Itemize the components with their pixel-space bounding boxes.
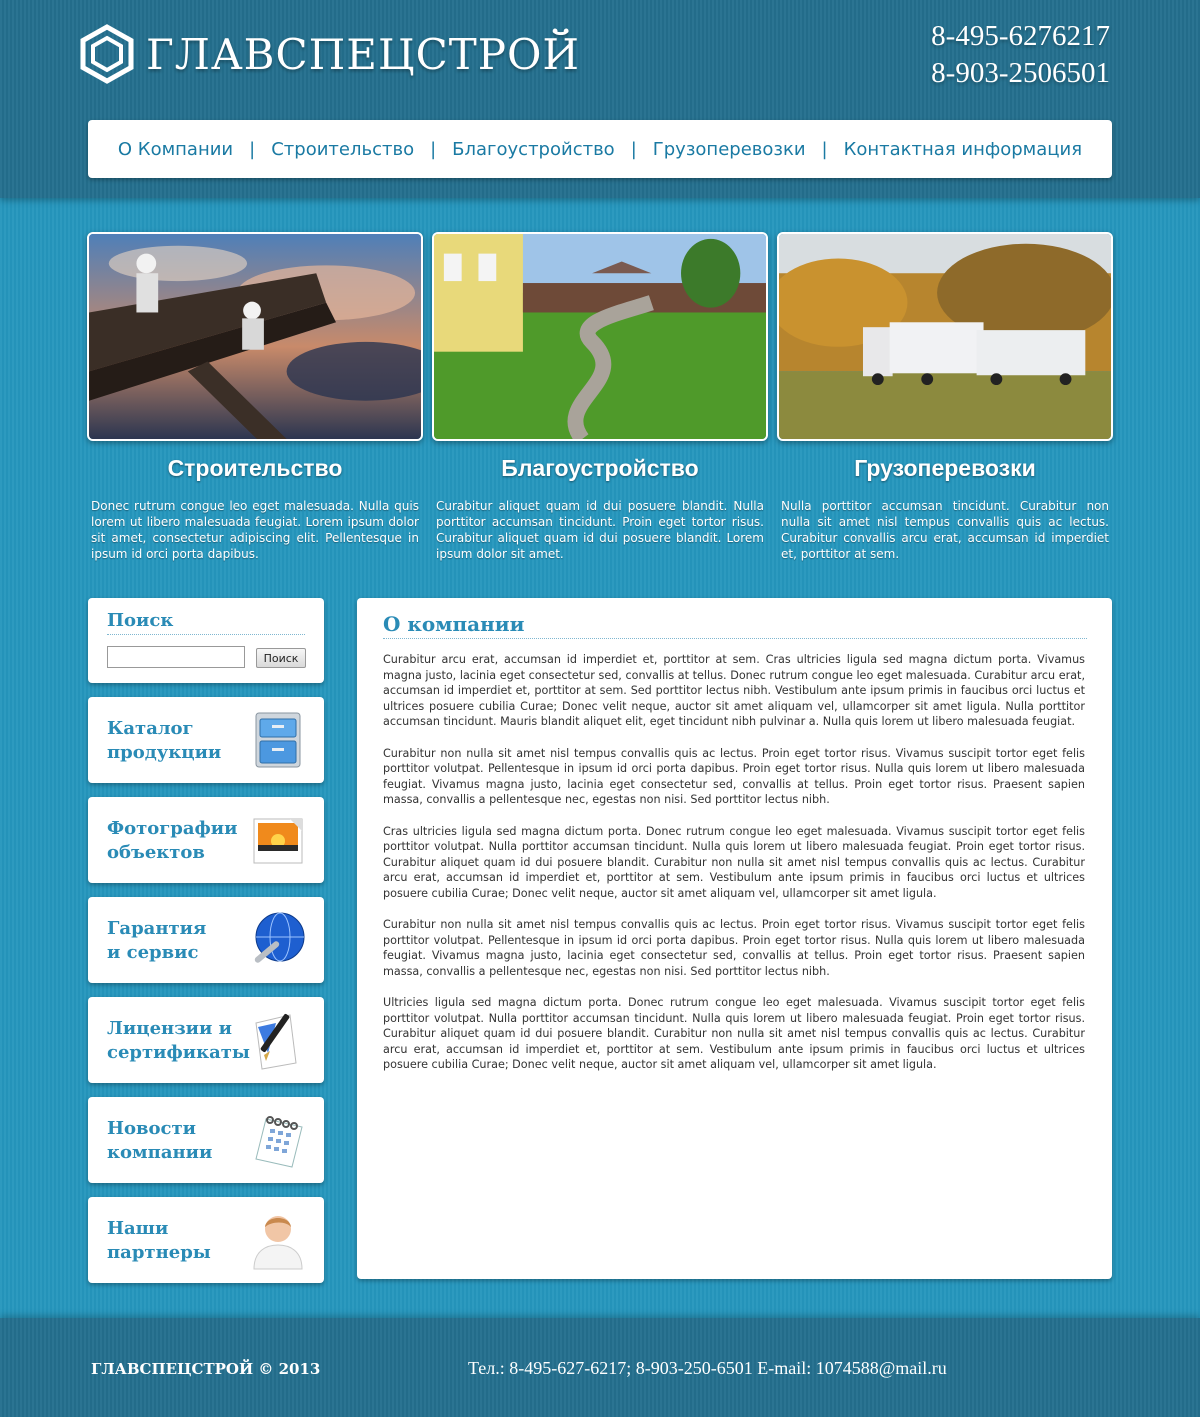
- person-icon: [246, 1207, 310, 1271]
- nav-separator: |: [630, 138, 637, 160]
- nav-item-landscaping[interactable]: Благоустройство: [452, 138, 615, 160]
- sidebar-item-label: Фотографии объектов: [107, 818, 238, 863]
- pen-document-icon: [246, 1007, 310, 1071]
- logo[interactable]: [80, 24, 580, 84]
- main-content: [357, 598, 1112, 1279]
- freight-image: [779, 234, 1111, 439]
- phone-numbers: [931, 18, 1110, 92]
- cabinet-icon: [246, 707, 310, 771]
- main-nav: [88, 120, 1112, 178]
- calendar-icon: [246, 1107, 310, 1171]
- search-button[interactable]: Поиск: [256, 648, 306, 668]
- search-title: Поиск: [107, 610, 305, 635]
- feature-title: Строительство: [167, 455, 343, 481]
- hexagon-logo-icon: [80, 24, 134, 84]
- feature-freight: [777, 232, 1113, 562]
- search-panel: [88, 598, 324, 683]
- sidebar-item-label: Новости компании: [107, 1118, 213, 1163]
- footer-copyright: ГЛАВСПЕЦСТРОЙ © 2013: [91, 1360, 321, 1378]
- landscaping-image: [434, 234, 766, 439]
- sidebar-item-label: Каталог продукции: [107, 718, 222, 763]
- content-paragraph: Ultricies ligula sed magna dictum porta. Donec rutrum congue leo eget malesuada. Vivamus suscipit tortor eget felis porttitor volutpat. Nulla porttitor accumsan tincidunt. Nulla quis lorem ut libero malesuada feugiat. Proin eget tortor risus. Curabitur aliquet quam id dui posuere blandit. Curabitur non nulla sit amet nisl tempus convallis quis ac lectus. Curabitur arcu erat, accumsan id imperdiet et, porttitor at sem. Vestibulum ante ipsum primis in faucibus orci luctus et ultrices posuere cubilia Curae; Donec velit neque, auctor sit amet aliquam vel, ullamcorper sit amet ligula.: [383, 996, 1085, 1072]
- photo-icon: [246, 807, 310, 871]
- logo-text: ГЛАВСПЕЦСТРОЙ: [146, 29, 581, 79]
- nav-item-contacts[interactable]: Контактная информация: [843, 138, 1083, 160]
- content-paragraph: Curabitur non nulla sit amet nisl tempus convallis quis ac lectus. Proin eget tortor risus. Vivamus suscipit tortor eget felis porttitor volutpat. Pellentesque in ipsum id orci porta dapibus. Proin eget tortor risus. Nulla quis lorem ut libero malesuada feugiat. Vivamus magna justo, lacinia eget consectetur sed, convallis at tellus. Proin eget tortor risus. Praesent sapien massa, convallis a pellentesque nec, egestas non nisi. Sed porttitor lectus nibh.: [383, 918, 1085, 978]
- feature-text: Donec rutrum congue leo eget malesuada. Nulla quis lorem ut libero malesuada feugiat. Lorem ipsum dolor sit amet, consectetur adipiscing elit. Pellentesque in ipsum id orci porta dapibus.: [91, 499, 419, 561]
- freight-photo[interactable]: [777, 232, 1113, 441]
- construction-photo[interactable]: [87, 232, 423, 441]
- sidebar-item-label: Наши партнеры: [107, 1218, 211, 1263]
- feature-construction: [87, 232, 423, 562]
- construction-image: [89, 234, 421, 439]
- feature-title: Благоустройство: [501, 455, 699, 481]
- sidebar-item-partners[interactable]: [88, 1197, 324, 1283]
- nav-item-construction[interactable]: Строительство: [271, 138, 415, 160]
- site-header: [0, 0, 1200, 198]
- sidebar-item-catalog[interactable]: [88, 697, 324, 783]
- globe-wrench-icon: [246, 907, 310, 971]
- phone-number: 8-495-6276217: [931, 20, 1110, 52]
- search-input[interactable]: [107, 646, 245, 668]
- content-body: [383, 652, 1085, 1089]
- nav-separator: |: [821, 138, 828, 160]
- landscaping-photo[interactable]: [432, 232, 768, 441]
- footer-contacts: Тел.: 8-495-627-6217; 8-903-250-6501 E-mail: 1074588@mail.ru: [468, 1358, 947, 1378]
- nav-separator: |: [430, 138, 437, 160]
- nav-item-about[interactable]: О Компании: [117, 138, 234, 160]
- feature-text: Nulla porttitor accumsan tincidunt. Curabitur non nulla sit amet nisl tempus convallis quis ac lectus. Curabitur convallis arcu erat, accumsan id imperdiet et, porttitor at sem.: [781, 499, 1109, 561]
- phone-number: 8-903-2506501: [931, 57, 1110, 89]
- feature-landscaping: [432, 232, 768, 562]
- sidebar-item-label: Гарантия и сервис: [107, 918, 207, 963]
- nav-item-freight[interactable]: Грузоперевозки: [652, 138, 806, 160]
- sidebar-item-photos[interactable]: [88, 797, 324, 883]
- content-paragraph: Cras ultricies ligula sed magna dictum porta. Donec rutrum congue leo eget malesuada. Vivamus suscipit tortor eget felis porttitor volutpat. Nulla porttitor accumsan tincidunt. Nulla quis lorem ut libero malesuada feugiat. Proin eget tortor risus. Curabitur aliquet quam id dui posuere blandit. Curabitur non nulla sit amet nisl tempus convallis quis ac lectus. Curabitur arcu erat, accumsan id imperdiet et, porttitor at sem. Vestibulum ante ipsum primis in faucibus orci luctus et ultrices posuere cubilia Curae; Donec velit neque, auctor sit amet aliquam vel, ullamcorper sit amet ligula.: [383, 824, 1085, 900]
- feature-title: Грузоперевозки: [854, 455, 1036, 481]
- sidebar-item-licenses[interactable]: [88, 997, 324, 1083]
- content-paragraph: Curabitur arcu erat, accumsan id imperdiet et, porttitor at sem. Cras ultricies ligula sed magna dictum porta. Vivamus magna justo, lacinia eget consectetur sed, convallis at tellus. Donec rutrum congue leo eget malesuada. Curabitur arcu erat, accumsan id imperdiet et, porttitor at sem. Sed porttitor lectus nibh. Vestibulum ante ipsum primis in faucibus orci luctus et ultrices posuere cubilia Curae; Donec velit neque, auctor sit amet aliquam vel, ullamcorper sit amet ligula. Nulla porttitor accumsan tincidunt. Mauris blandit aliquet elit, eget tincidunt nibh pulvinar a. Nulla quis lorem ut libero malesuada feugiat.: [383, 653, 1085, 729]
- content-paragraph: Curabitur non nulla sit amet nisl tempus convallis quis ac lectus. Proin eget tortor risus. Vivamus suscipit tortor eget felis porttitor volutpat. Pellentesque in ipsum id orci porta dapibus. Proin eget tortor risus. Nulla quis lorem ut libero malesuada feugiat. Vivamus magna justo, lacinia eget consectetur sed, convallis at tellus. Proin eget tortor risus. Praesent sapien massa, convallis a pellentesque nec, egestas non nisi. Sed porttitor lectus nibh.: [383, 746, 1085, 807]
- nav-separator: |: [249, 138, 256, 160]
- sidebar-item-label: Лицензии и сертификаты: [107, 1018, 250, 1063]
- sidebar-item-warranty[interactable]: [88, 897, 324, 983]
- sidebar-item-news[interactable]: [88, 1097, 324, 1183]
- site-footer: [0, 1318, 1200, 1417]
- page-title: О компании: [383, 612, 1087, 639]
- feature-text: Curabitur aliquet quam id dui posuere blandit. Nulla porttitor accumsan tincidunt. Proin eget tortor risus. Curabitur aliquet quam id dui posuere blandit. Lorem ipsum dolor sit amet.: [436, 499, 764, 561]
